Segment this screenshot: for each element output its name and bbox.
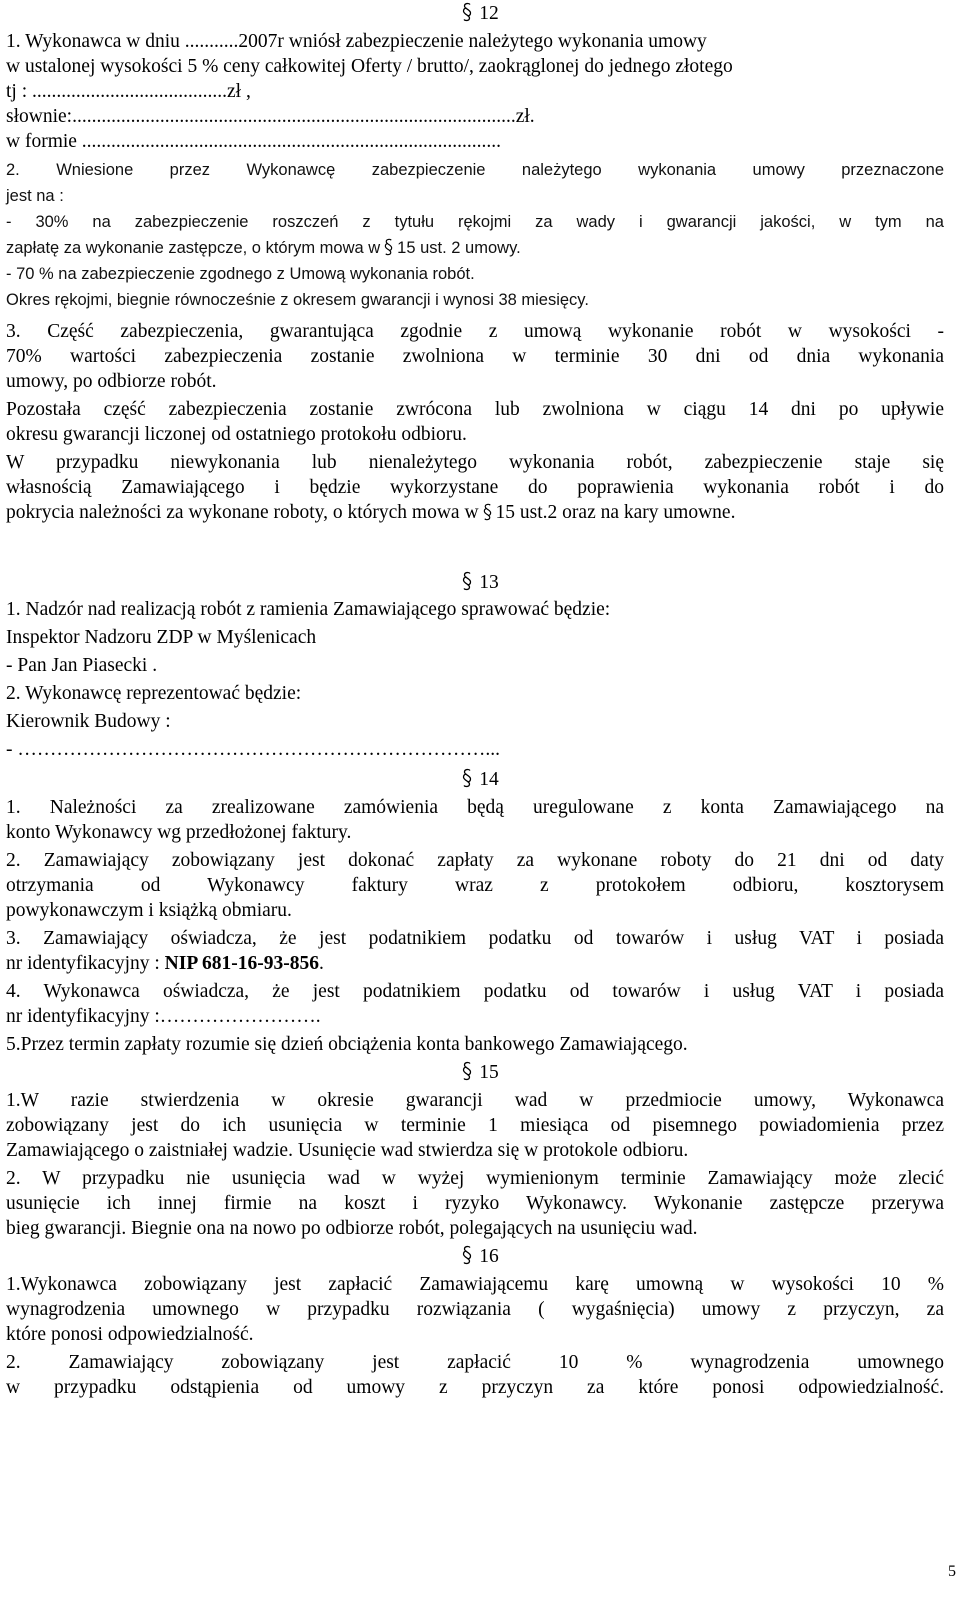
section-sign-icon <box>383 238 394 256</box>
text-line: jest na : <box>6 187 64 205</box>
text-line <box>6 952 944 976</box>
text-fragment: 15 ust.2 oraz na kary umowne. <box>495 502 736 523</box>
page-number: 5 <box>948 1563 956 1580</box>
text-line: tj : ........................................zł , <box>6 81 251 102</box>
section-sign-icon <box>461 2 473 22</box>
section-sign-icon <box>461 768 473 788</box>
section-sign-icon <box>482 503 493 521</box>
text-line: w przypadku odstąpienia od umowy z przyczyn za które ponosi odpowiedzialność. <box>6 1377 944 1398</box>
text-line: 2. Wykonawcę reprezentować będzie: <box>6 683 302 704</box>
text-line: 2. Zamawiający zobowiązany jest zapłacić 10 % wynagrodzenia umownego <box>6 1352 944 1373</box>
text-line: słownie:...........................................................................................zł. <box>6 106 535 127</box>
text-line <box>6 236 944 260</box>
text-line: okresu gwarancji liczonej od ostatniego protokołu odbioru. <box>6 424 467 445</box>
text-line: - 70 % na zabezpieczenie zgodnego z Umową wykonania robót. <box>6 265 475 283</box>
text-line: usunięcie ich innej firmie na koszt i ryzyko Wykonawcy. Wykonanie zastępcze przerywa <box>6 1193 944 1214</box>
text-line <box>6 501 944 525</box>
text-line: - 30% na zabezpieczenie roszczeń z tytułu rękojmi za wady i gwarancji jakości, w tym na <box>6 213 944 231</box>
text-line: bieg gwarancji. Biegnie ona na nowo po odbiorze robót, polegających na usunięciu wad. <box>6 1218 698 1239</box>
text-line: 2. Wniesione przez Wykonawcę zabezpieczenie należytego wykonania umowy przeznaczone <box>6 161 944 179</box>
text-line: umowy, po odbiorze robót. <box>6 371 217 392</box>
section-heading-13: 13 <box>0 571 960 595</box>
section-sign-icon <box>461 571 473 591</box>
text-line: otrzymania od Wykonawcy faktury wraz z protokołem odbioru, kosztorysem <box>6 875 944 896</box>
text-fragment: 15 ust. 2 umowy. <box>397 239 521 257</box>
text-line: własnością Zamawiającego i będzie wykorzystane do poprawienia wykonania robót i do <box>6 477 944 498</box>
text-line: Okres rękojmi, biegnie równocześnie z okresem gwarancji i wynosi 38 miesięcy. <box>6 291 589 309</box>
section-heading-14: 14 <box>0 768 960 792</box>
text-fragment: . <box>319 953 324 974</box>
text-line: - ………………………………………………………………... <box>6 739 500 760</box>
text-line: 3. Część zabezpieczenia, gwarantująca zgodnie z umową wykonanie robót w wysokości - <box>6 321 944 342</box>
section-sign-icon <box>461 1245 473 1265</box>
text-line: 5.Przez termin zapłaty rozumie się dzień obciążenia konta bankowego Zamawiającego. <box>6 1034 688 1055</box>
section-heading-16: 16 <box>0 1245 960 1269</box>
text-line: w ustalonej wysokości 5 % ceny całkowitej Oferty / brutto/, zaokrąglonej do jednego złotego <box>6 56 733 77</box>
text-fragment: nr identyfikacyjny : <box>6 953 165 974</box>
text-line: 1. Wykonawca w dniu ...........2007r wniósł zabezpieczenie należytego wykonania umowy <box>6 31 707 52</box>
text-line: 1. Należności za zrealizowane zamówienia będą uregulowane z konta Zamawiającego na <box>6 797 944 818</box>
text-line: Pozostała część zabezpieczenia zostanie zwrócona lub zwolniona w ciągu 14 dni po upływie <box>6 399 944 420</box>
nip-number: NIP 681-16-93-856 <box>164 953 320 974</box>
text-line: W przypadku niewykonania lub nienależytego wykonania robót, zabezpieczenie staje się <box>6 452 944 473</box>
text-line: 70% wartości zabezpieczenia zostanie zwolniona w terminie 30 dni od dnia wykonania <box>6 346 944 367</box>
text-fragment: zapłatę za wykonanie zastępcze, o którym mowa w <box>6 239 381 257</box>
text-line: Zamawiającego o zaistniałej wadzie. Usunięcie wad stwierdza się w protokole odbioru. <box>6 1140 689 1161</box>
text-line: 1. Nadzór nad realizacją robót z ramienia Zamawiającego sprawować będzie: <box>6 599 611 620</box>
text-line: Kierownik Budowy : <box>6 711 171 732</box>
text-line: które ponosi odpowiedzialność. <box>6 1324 254 1345</box>
text-line: wynagrodzenia umownego w przypadku rozwiązania ( wygaśnięcia) umowy z przyczyn, za <box>6 1299 944 1320</box>
text-line: zobowiązany jest do ich usunięcia w terminie 1 miesiąca od pisemnego powiadomienia przez <box>6 1115 944 1136</box>
text-line: konto Wykonawcy wg przedłożonej faktury. <box>6 822 352 843</box>
text-line: - Pan Jan Piasecki . <box>6 655 158 676</box>
section-heading-12: 12 <box>0 2 960 26</box>
text-line: w formie ...................................................................................... <box>6 131 502 152</box>
text-line: 4. Wykonawca oświadcza, że jest podatnikiem podatku od towarów i usług VAT i posiada <box>6 981 944 1002</box>
text-line: Inspektor Nadzoru ZDP w Myślenicach <box>6 627 317 648</box>
text-line: 3. Zamawiający oświadcza, że jest podatnikiem podatku od towarów i usług VAT i posiada <box>6 928 944 949</box>
section-heading-15: 15 <box>0 1061 960 1085</box>
text-line: 1.Wykonawca zobowiązany jest zapłacić Zamawiającemu karę umowną w wysokości 10 % <box>6 1274 944 1295</box>
text-line: powykonawczym i książką obmiaru. <box>6 900 292 921</box>
text-line: 2. W przypadku nie usunięcia wad w wyżej wymienionym terminie Zamawiający może zlecić <box>6 1168 944 1189</box>
text-line: 1.W razie stwierdzenia w okresie gwarancji wad w przedmiocie umowy, Wykonawca <box>6 1090 944 1111</box>
text-fragment: pokrycia należności za wykonane roboty, o których mowa w <box>6 502 479 523</box>
text-line: 2. Zamawiający zobowiązany jest dokonać zapłaty za wykonane roboty do 21 dni od daty <box>6 850 944 871</box>
section-sign-icon <box>461 1061 473 1081</box>
text-line: nr identyfikacyjny :……………………. <box>6 1006 321 1027</box>
